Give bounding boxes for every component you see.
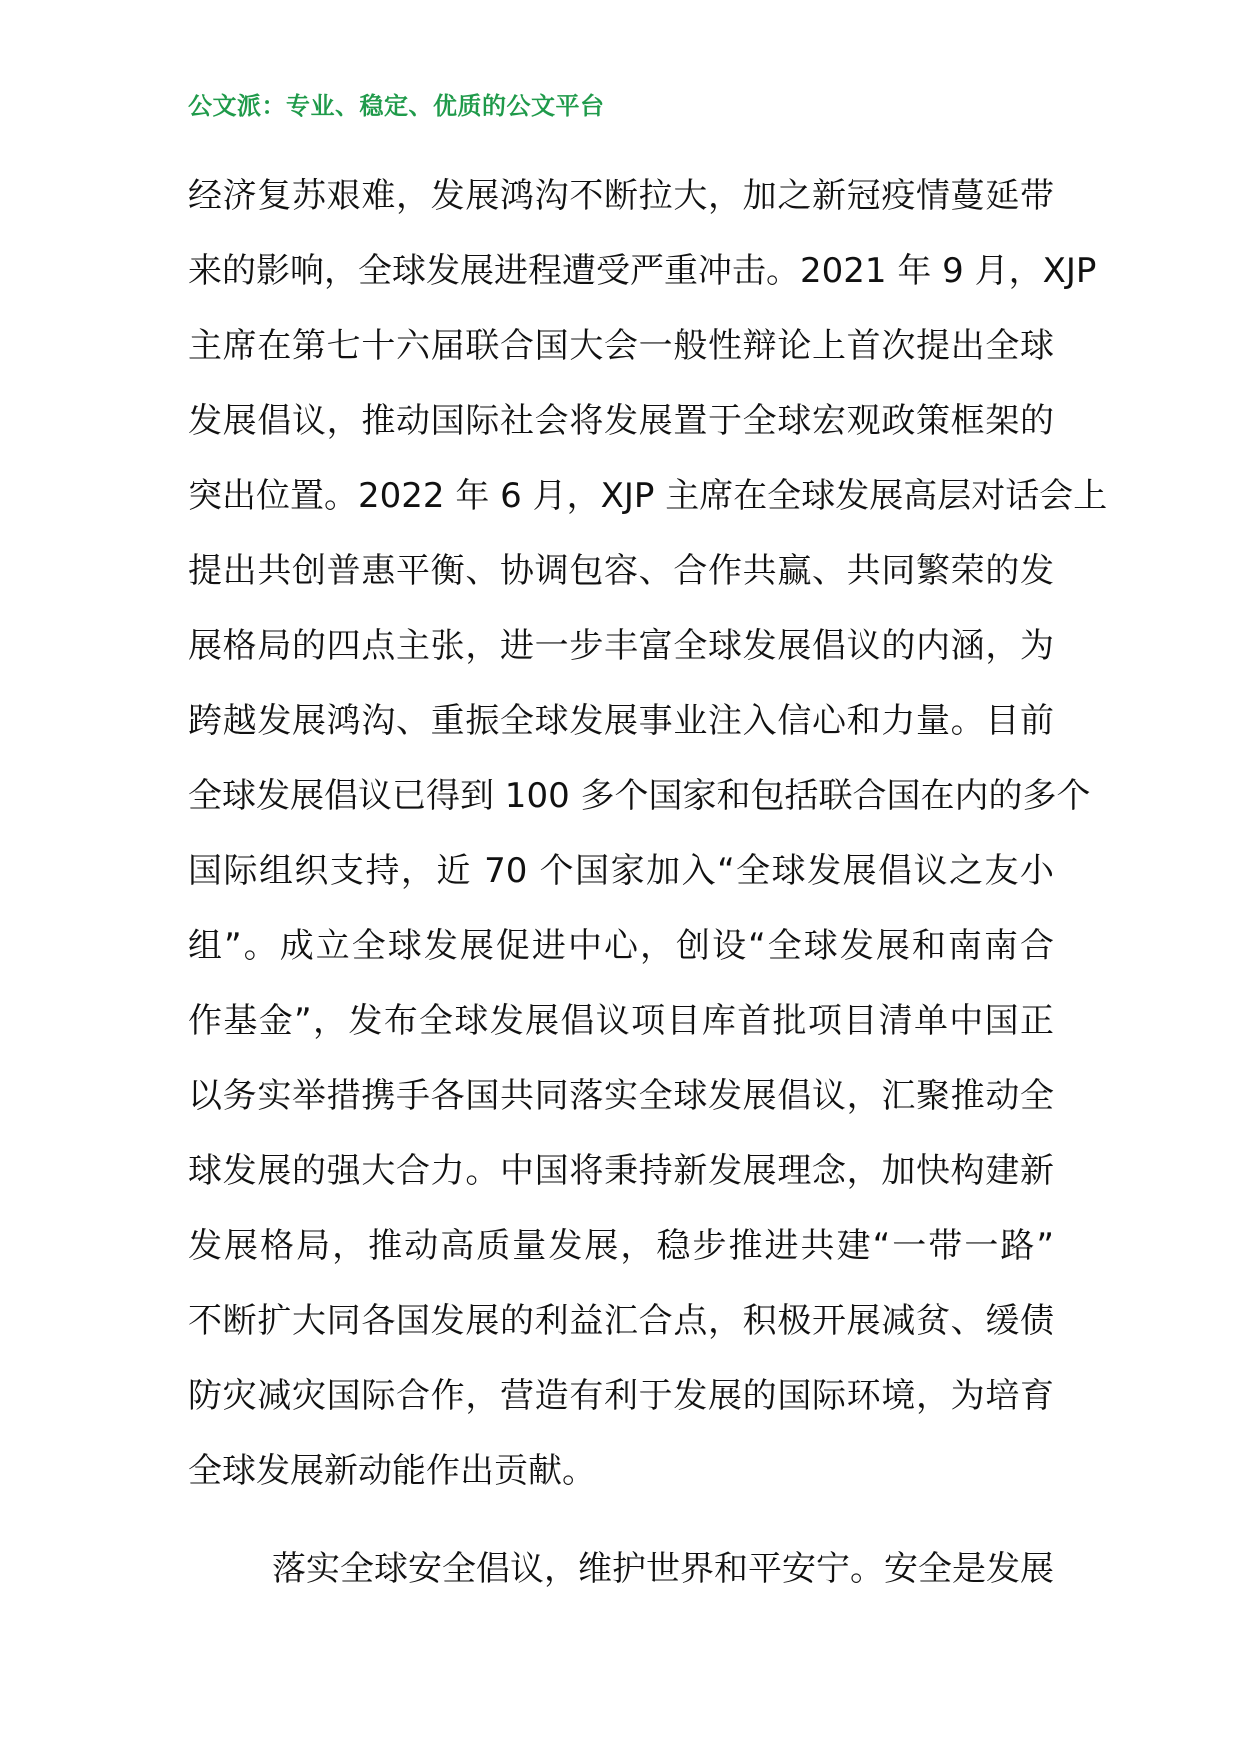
text-line: 落实全球安全倡议，维护世界和平安宁。安全是发展 <box>272 1549 1054 1589</box>
text-line: 防灾减灾国际合作，营造有利于发展的国际环境，为培育 <box>188 1376 1054 1416</box>
paragraph-1 <box>188 168 1108 1518</box>
text-line: 作基金”，发布全球发展倡议项目库首批项目清单中国正 <box>188 1001 1054 1041</box>
text-line: 全球发展新动能作出贡献。 <box>188 1451 596 1491</box>
text-line: 球发展的强大合力。中国将秉持新发展理念，加快构建新 <box>188 1151 1054 1191</box>
text-line: 发展格局，推动高质量发展，稳步推进共建“一带一路” <box>188 1226 1054 1266</box>
text-line: 提出共创普惠平衡、协调包容、合作共赢、共同繁荣的发 <box>188 551 1054 591</box>
paragraph-spacer <box>188 1518 1054 1541</box>
paragraph-2 <box>188 1541 1054 1616</box>
text-line: 全球发展倡议已得到 100 多个国家和包括联合国在内的多个 <box>188 776 1091 816</box>
text-line: 来的影响，全球发展进程遭受严重冲击。2021 年 9 月，XJP <box>188 251 1097 291</box>
text-line: 跨越发展鸿沟、重振全球发展事业注入信心和力量。目前 <box>188 701 1054 741</box>
text-line: 经济复苏艰难，发展鸿沟不断拉大，加之新冠疫情蔓延带 <box>188 176 1054 216</box>
text-line: 主席在第七十六届联合国大会一般性辩论上首次提出全球 <box>188 326 1054 366</box>
text-line: 以务实举措携手各国共同落实全球发展倡议，汇聚推动全 <box>188 1076 1054 1116</box>
body-text <box>188 168 1108 1616</box>
text-line: 不断扩大同各国发展的利益汇合点，积极开展减贫、缓债 <box>188 1301 1054 1341</box>
text-line: 展格局的四点主张，进一步丰富全球发展倡议的内涵，为 <box>188 626 1054 666</box>
text-line: 突出位置。2022 年 6 月，XJP 主席在全球发展高层对话会上 <box>188 476 1108 516</box>
text-line: 发展倡议，推动国际社会将发展置于全球宏观政策框架的 <box>188 401 1054 441</box>
page-header: 公文派：专业、稳定、优质的公文平台 <box>188 92 605 120</box>
text-line: 组”。成立全球发展促进中心，创设“全球发展和南南合 <box>188 926 1054 966</box>
text-line: 国际组织支持，近 70 个国家加入“全球发展倡议之友小 <box>188 851 1054 891</box>
